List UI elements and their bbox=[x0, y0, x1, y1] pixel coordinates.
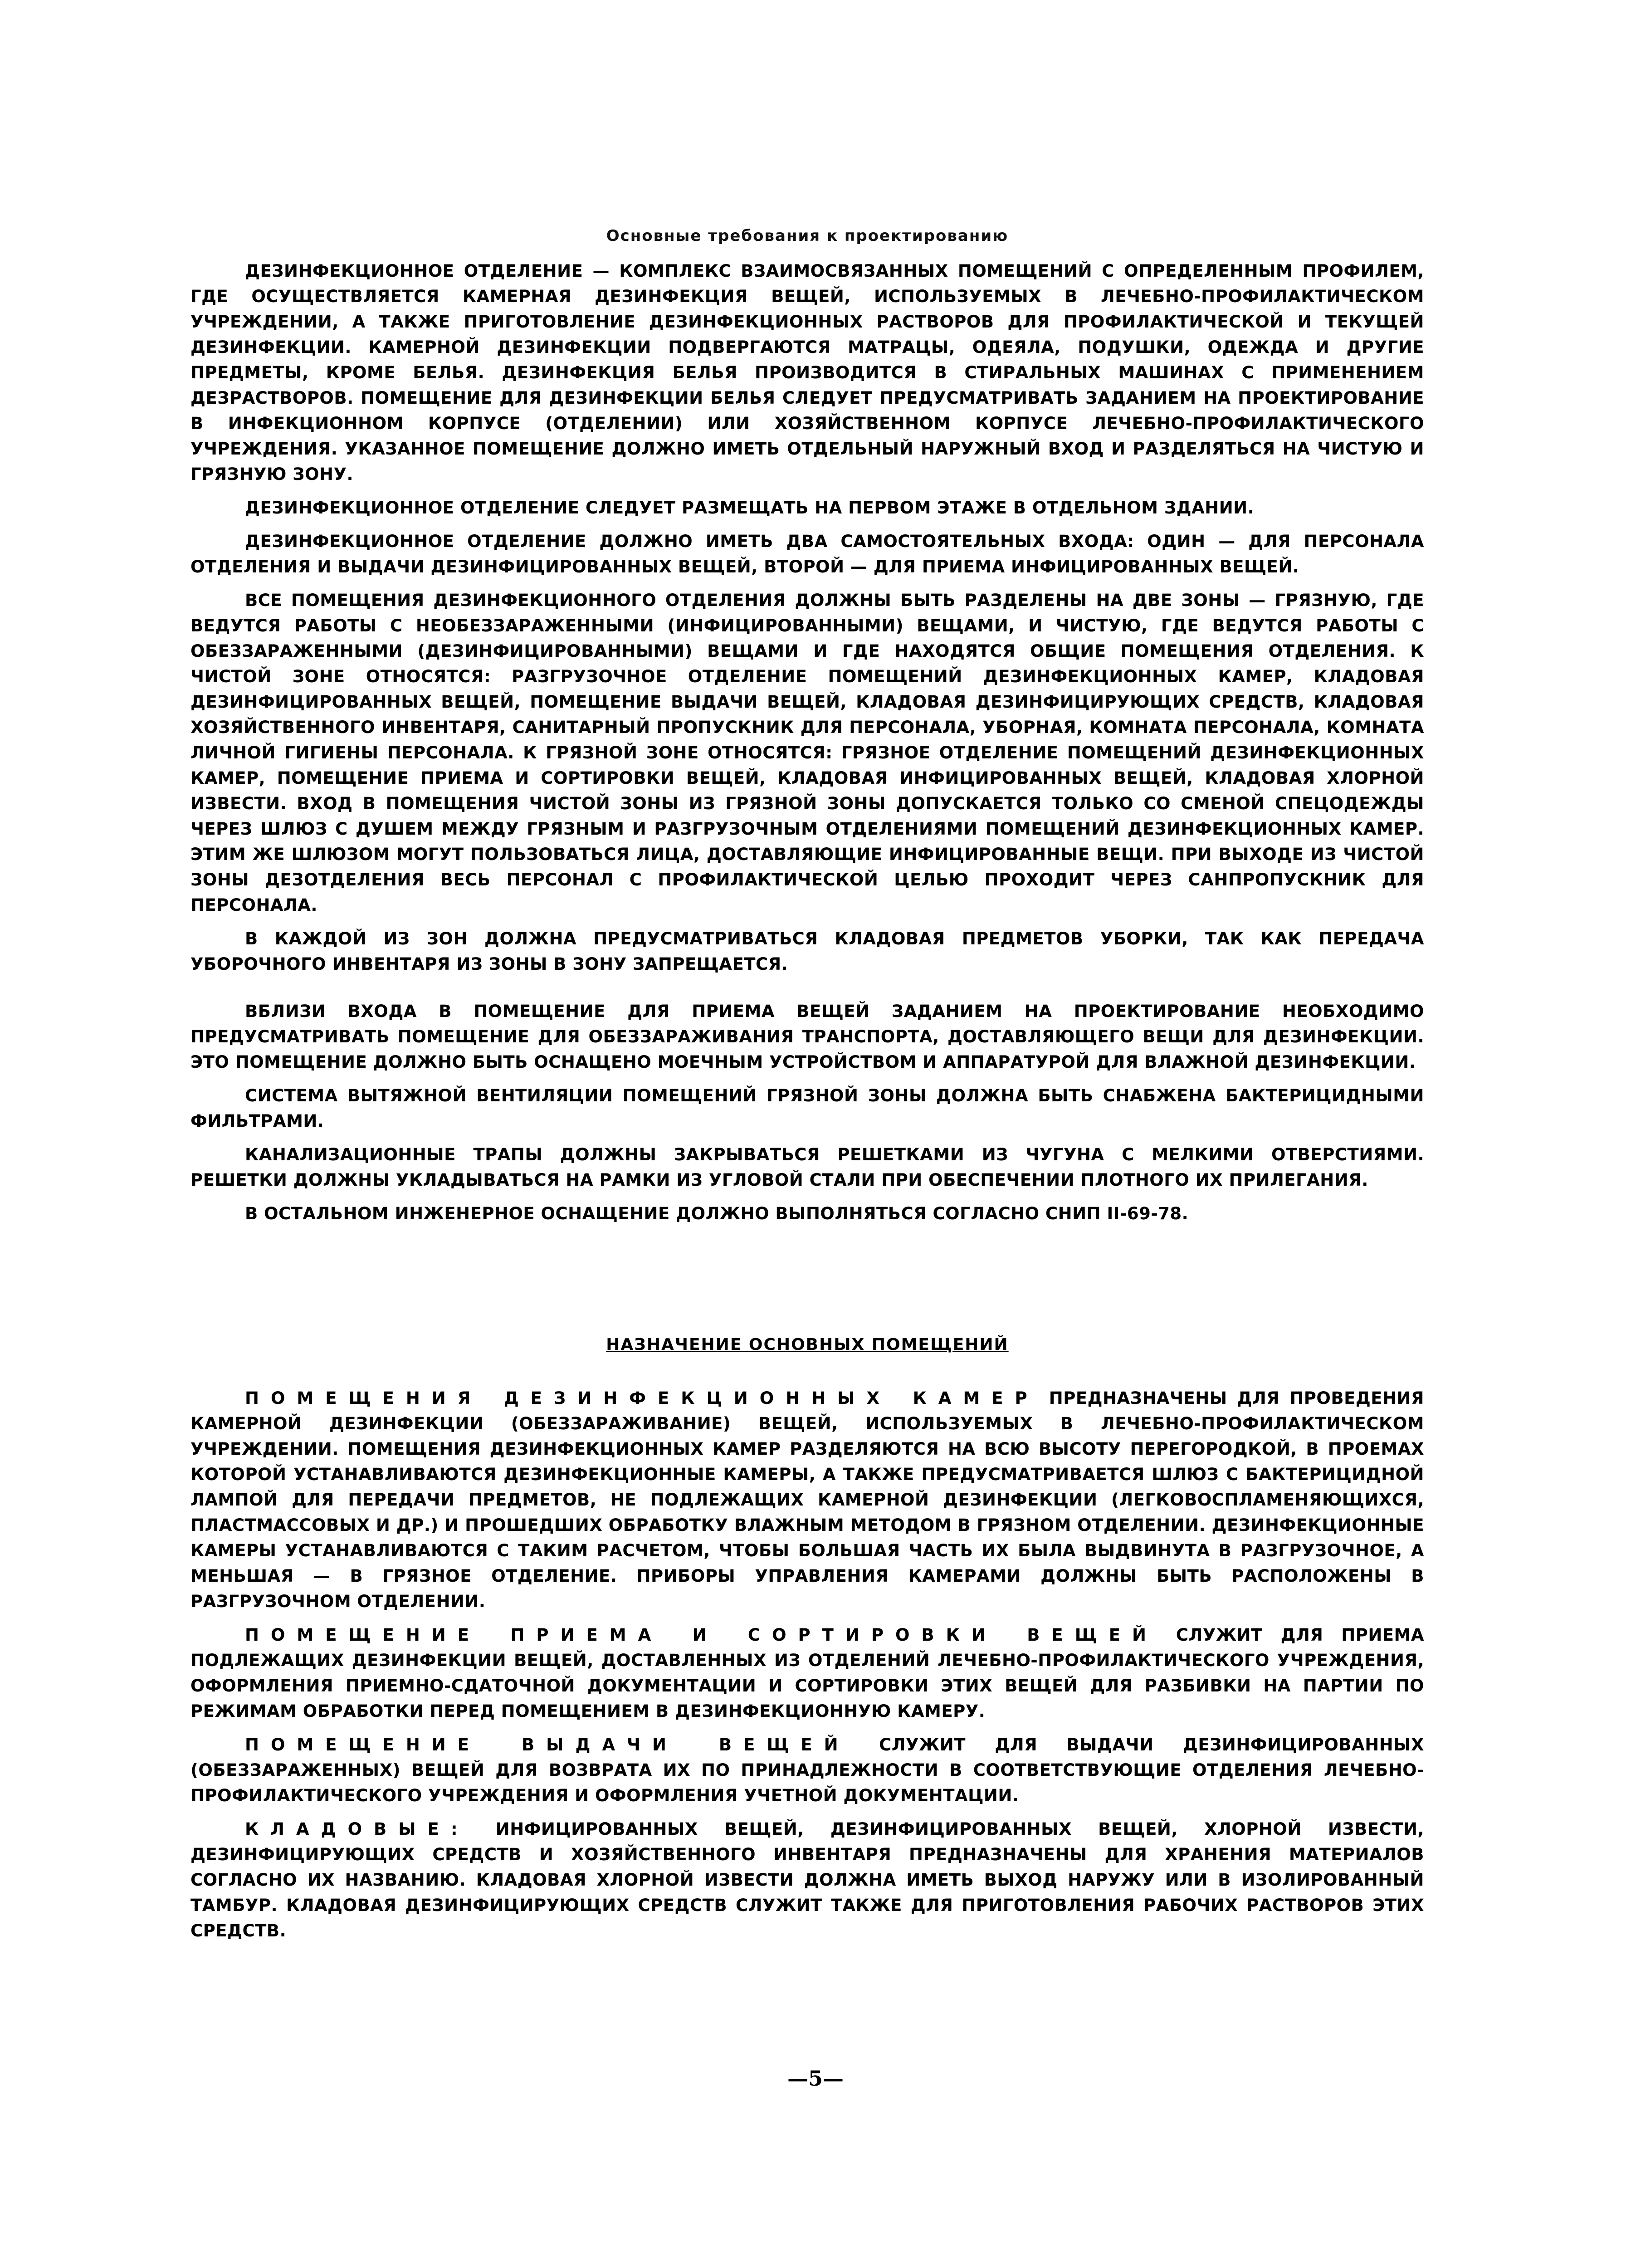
paragraph-engineering: В ОСТАЛЬНОМ ИНЖЕНЕРНОЕ ОСНАЩЕНИЕ ДОЛЖНО ВЫПОЛНЯТЬСЯ СОГЛАСНО СНИП II-69-78. bbox=[245, 1204, 1189, 1223]
item-term: КЛАДОВЫЕ: bbox=[245, 1819, 469, 1839]
item-text: ПРЕДНАЗНАЧЕНЫ ДЛЯ ПРОВЕДЕНИЯ КАМЕРНОЙ ДЕЗИНФЕКЦИИ (ОБЕЗЗАРАЖИВАНИЕ) ВЕЩЕЙ, ИСПОЛЬЗУЕМЫХ В ЛЕЧЕБНО-ПРОФИЛАКТИЧЕСКОМ УЧРЕЖДЕНИИ. ПОМЕЩЕНИЯ ДЕЗИНФЕКЦИОННЫХ КАМЕР РАЗДЕЛЯЮТСЯ НА ВСЮ ВЫСОТУ ПЕРЕГОРОДКОЙ, В ПРОЕМАХ КОТОРОЙ УСТАНАВЛИВАЮТСЯ ДЕЗИНФЕКЦИОННЫЕ КАМЕРЫ, А ТАКЖЕ ПРЕДУСМАТРИВАЕТСЯ ШЛЮЗ С БАКТЕРИЦИДНОЙ ЛАМПОЙ ДЛЯ ПЕРЕДАЧИ ПРЕДМЕТОВ, НЕ ПОДЛЕЖАЩИХ КАМЕРНОЙ ДЕЗИНФЕКЦИИ (ЛЕГКОВОСПЛАМЕНЯЮЩИХСЯ, ПЛАСТМАССОВЫХ И ДР.) И ПРОШЕДШИХ ОБРАБОТКУ ВЛАЖНЫМ МЕТОДОМ В ГРЯЗНОМ ОТДЕЛЕНИИ. ДЕЗИНФЕКЦИОННЫЕ КАМЕРЫ УСТАНАВЛИВАЮТСЯ С ТАКИМ РАСЧЕТОМ, ЧТОБЫ БОЛЬШАЯ ЧАСТЬ ИХ БЫЛА ВЫДВИНУТА В РАЗГРУЗОЧНОЕ, А МЕНЬШАЯ — В ГРЯЗНОЕ ОТДЕЛЕНИЕ. ПРИБОРЫ УПРАВЛЕНИЯ КАМЕРАМИ ДОЛЖНЫ БЫТЬ РАСПОЛОЖЕНЫ В РАЗГРУЗОЧНОМ ОТДЕЛЕНИИ. bbox=[190, 1388, 1425, 1611]
item-issuing-room bbox=[190, 1732, 1424, 1809]
paragraph-cleaning-storage: В КАЖДОЙ ИЗ ЗОН ДОЛЖНА ПРЕДУСМАТРИВАТЬСЯ КЛАДОВАЯ ПРЕДМЕТОВ УБОРКИ, ТАК КАК ПЕРЕДАЧА УБОРОЧНОГО ИНВЕНТАРЯ ИЗ ЗОНЫ В ЗОНУ ЗАПРЕЩАЕТСЯ. bbox=[190, 929, 1424, 974]
paragraph-drainage: КАНАЛИЗАЦИОННЫЕ ТРАПЫ ДОЛЖНЫ ЗАКРЫВАТЬСЯ РЕШЕТКАМИ ИЗ ЧУГУНА С МЕЛКИМИ ОТВЕРСТИЯМИ. РЕШЕТКИ ДОЛЖНЫ УКЛАДЫВАТЬСЯ НА РАМКИ ИЗ УГЛОВОЙ СТАЛИ ПРИ ОБЕСПЕЧЕНИИ ПЛОТНОГО ИХ ПРИЛЕГАНИЯ. bbox=[190, 1145, 1424, 1190]
item-reception-sorting bbox=[190, 1623, 1424, 1724]
item-term: ПОМЕЩЕНИЯ ДЕЗИНФЕКЦИОННЫХ КАМЕР bbox=[245, 1388, 1039, 1408]
item-disinfection-chambers bbox=[190, 1386, 1424, 1614]
item-storage-rooms bbox=[190, 1817, 1424, 1944]
paragraph-ventilation: СИСТЕМА ВЫТЯЖНОЙ ВЕНТИЛЯЦИИ ПОМЕЩЕНИЙ ГРЯЗНОЙ ЗОНЫ ДОЛЖНА БЫТЬ СНАБЖЕНА БАКТЕРИЦИДНЫМИ ФИЛЬТРАМИ. bbox=[190, 1086, 1424, 1131]
paragraph-placement: ДЕЗИНФЕКЦИОННОЕ ОТДЕЛЕНИЕ СЛЕДУЕТ РАЗМЕЩАТЬ НА ПЕРВОМ ЭТАЖЕ В ОТДЕЛЬНОМ ЗДАНИИ. bbox=[245, 498, 1255, 518]
item-text: ИНФИЦИРОВАННЫХ ВЕЩЕЙ, ДЕЗИНФИЦИРОВАННЫХ ВЕЩЕЙ, ХЛОРНОЙ ИЗВЕСТИ, ДЕЗИНФИЦИРУЮЩИХ СРЕДСТВ И ХОЗЯЙСТВЕННОГО ИНВЕНТАРЯ ПРЕДНАЗНАЧЕНЫ ДЛЯ ХРАНЕНИЯ МАТЕРИАЛОВ СОГЛАСНО ИХ НАЗВАНИЮ. КЛАДОВАЯ ХЛОРНОЙ ИЗВЕСТИ ДОЛЖНА ИМЕТЬ ВЫХОД НАРУЖУ ИЛИ В ИЗОЛИРОВАННЫЙ ТАМБУР. КЛАДОВАЯ ДЕЗИНФИЦИРУЮЩИХ СРЕДСТВ СЛУЖИТ ТАКЖЕ ДЛЯ ПРИГОТОВЛЕНИЯ РАБОЧИХ РАСТВОРОВ ЭТИХ СРЕДСТВ. bbox=[190, 1819, 1424, 1941]
section-title-design-requirements: Основные требования к проектированию bbox=[606, 227, 1009, 245]
spacer bbox=[190, 985, 1424, 999]
paragraph-entrances: ДЕЗИНФЕКЦИОННОЕ ОТДЕЛЕНИЕ ДОЛЖНО ИМЕТЬ ДВА САМОСТОЯТЕЛЬНЫХ ВХОДА: ОДИН — ДЛЯ ПЕРСОНАЛА ОТДЕЛЕНИЯ И ВЫДАЧИ ДЕЗИНФИЦИРОВАННЫХ ВЕЩЕЙ, ВТОРОЙ — ДЛЯ ПРИЕМА ИНФИЦИРОВАННЫХ ВЕЩЕЙ. bbox=[190, 532, 1424, 577]
item-term: ПОМЕЩЕНИЕ ПРИЕМА И СОРТИРОВКИ ВЕЩЕЙ bbox=[245, 1625, 1158, 1645]
section-title-room-purpose: НАЗНАЧЕНИЕ ОСНОВНЫХ ПОМЕЩЕНИЙ bbox=[606, 1335, 1009, 1354]
page-number: —5— bbox=[787, 2066, 844, 2091]
page-content bbox=[190, 227, 1424, 1952]
paragraph-definition: ДЕЗИНФЕКЦИОННОЕ ОТДЕЛЕНИЕ — КОМПЛЕКС ВЗАИМОСВЯЗАННЫХ ПОМЕЩЕНИЙ С ОПРЕДЕЛЕННЫМ ПРОФИЛЕМ, ГДЕ ОСУЩЕСТВЛЯЕТСЯ КАМЕРНАЯ ДЕЗИНФЕКЦИЯ ВЕЩЕЙ, ИСПОЛЬЗУЕМЫХ В ЛЕЧЕБНО-ПРОФИЛАКТИЧЕСКОМ УЧРЕЖДЕНИИ, А ТАКЖЕ ПРИГОТОВЛЕНИЕ ДЕЗИНФЕКЦИОННЫХ РАСТВОРОВ ДЛЯ ПРОФИЛАКТИЧЕСКОЙ И ТЕКУЩЕЙ ДЕЗИНФЕКЦИИ. КАМЕРНОЙ ДЕЗИНФЕКЦИИ ПОДВЕРГАЮТСЯ МАТРАЦЫ, ОДЕЯЛА, ПОДУШКИ, ОДЕЖДА И ДРУГИЕ ПРЕДМЕТЫ, КРОМЕ БЕЛЬЯ. ДЕЗИНФЕКЦИЯ БЕЛЬЯ ПРОИЗВОДИТСЯ В СТИРАЛЬНЫХ МАШИНАХ С ПРИМЕНЕНИЕМ ДЕЗРАСТВОРОВ. ПОМЕЩЕНИЕ ДЛЯ ДЕЗИНФЕКЦИИ БЕЛЬЯ СЛЕДУЕТ ПРЕДУСМАТРИВАТЬ ЗАДАНИЕМ НА ПРОЕКТИРОВАНИЕ В ИНФЕКЦИОННОМ КОРПУСЕ (ОТДЕЛЕНИИ) ИЛИ ХОЗЯЙСТВЕННОМ КОРПУСЕ ЛЕЧЕБНО-ПРОФИЛАКТИЧЕСКОГО УЧРЕЖДЕНИЯ. УКАЗАННОЕ ПОМЕЩЕНИЕ ДОЛЖНО ИМЕТЬ ОТДЕЛЬНЫЙ НАРУЖНЫЙ ВХОД И РАЗДЕЛЯТЬСЯ НА ЧИСТУЮ И ГРЯЗНУЮ ЗОНУ. bbox=[190, 261, 1424, 484]
item-text: СЛУЖИТ ДЛЯ ВЫДАЧИ ДЕЗИНФИЦИРОВАННЫХ (ОБЕЗЗАРАЖЕННЫХ) ВЕЩЕЙ ДЛЯ ВОЗВРАТА ИХ ПО ПРИНАДЛЕЖНОСТИ В СООТВЕТСТВУЮЩИЕ ОТДЕЛЕНИЯ ЛЕЧЕБНО-ПРОФИЛАКТИЧЕСКОГО УЧРЕЖДЕНИЯ И ОФОРМЛЕНИЯ УЧЕТНОЙ ДОКУМЕНТАЦИИ. bbox=[190, 1735, 1424, 1805]
paragraph-transport-room: ВБЛИЗИ ВХОДА В ПОМЕЩЕНИЕ ДЛЯ ПРИЕМА ВЕЩЕЙ ЗАДАНИЕМ НА ПРОЕКТИРОВАНИЕ НЕОБХОДИМО ПРЕДУСМАТРИВАТЬ ПОМЕЩЕНИЕ ДЛЯ ОБЕЗЗАРАЖИВАНИЯ ТРАНСПОРТА, ДОСТАВЛЯЮЩЕГО ВЕЩИ ДЛЯ ДЕЗИНФЕКЦИИ. ЭТО ПОМЕЩЕНИЕ ДОЛЖНО БЫТЬ ОСНАЩЕНО МОЕЧНЫМ УСТРОЙСТВОМ И АППАРАТУРОЙ ДЛЯ ВЛАЖНОЙ ДЕЗИНФЕКЦИИ. bbox=[190, 1002, 1424, 1072]
item-term: ПОМЕЩЕНИЕ ВЫДАЧИ ВЕЩЕЙ bbox=[245, 1735, 850, 1755]
item-text: СЛУЖИТ ДЛЯ ПРИЕМА ПОДЛЕЖАЩИХ ДЕЗИНФЕКЦИИ ВЕЩЕЙ, ДОСТАВЛЕННЫХ ИЗ ОТДЕЛЕНИЙ ЛЕЧЕБНО-ПРОФИЛАКТИЧЕСКОГО УЧРЕЖДЕНИЯ, ОФОРМЛЕНИЯ ПРИЕМНО-СДАТОЧНОЙ ДОКУМЕНТАЦИИ И СОРТИРОВКИ ЭТИХ ВЕЩЕЙ ДЛЯ РАЗБИВКИ НА ПАРТИИ ПО РЕЖИМАМ ОБРАБОТКИ ПЕРЕД ПОМЕЩЕНИЕМ В ДЕЗИНФЕКЦИОННУЮ КАМЕРУ. bbox=[190, 1625, 1425, 1721]
paragraph-zones: ВСЕ ПОМЕЩЕНИЯ ДЕЗИНФЕКЦИОННОГО ОТДЕЛЕНИЯ ДОЛЖНЫ БЫТЬ РАЗДЕЛЕНЫ НА ДВЕ ЗОНЫ — ГРЯЗНУЮ, ГДЕ ВЕДУТСЯ РАБОТЫ С НЕОБЕЗЗАРАЖЕННЫМИ (ИНФИЦИРОВАННЫМИ) ВЕЩАМИ, И ЧИСТУЮ, ГДЕ ВЕДУТСЯ РАБОТЫ С ОБЕЗЗАРАЖЕННЫМИ (ДЕЗИНФИЦИРОВАННЫМИ) ВЕЩАМИ И ГДЕ НАХОДЯТСЯ ОБЩИЕ ПОМЕЩЕНИЯ ОТДЕЛЕНИЯ. К ЧИСТОЙ ЗОНЕ ОТНОСЯТСЯ: РАЗГРУЗОЧНОЕ ОТДЕЛЕНИЕ ПОМЕЩЕНИЙ ДЕЗИНФЕКЦИОННЫХ КАМЕР, КЛАДОВАЯ ДЕЗИНФИЦИРОВАННЫХ ВЕЩЕЙ, ПОМЕЩЕНИЕ ВЫДАЧИ ВЕЩЕЙ, КЛАДОВАЯ ДЕЗИНФИЦИРУЮЩИХ СРЕДСТВ, КЛАДОВАЯ ХОЗЯЙСТВЕННОГО ИНВЕНТАРЯ, САНИТАРНЫЙ ПРОПУСКНИК ДЛЯ ПЕРСОНАЛА, УБОРНАЯ, КОМНАТА ПЕРСОНАЛА, КОМНАТА ЛИЧНОЙ ГИГИЕНЫ ПЕРСОНАЛА. К ГРЯЗНОЙ ЗОНЕ ОТНОСЯТСЯ: ГРЯЗНОЕ ОТДЕЛЕНИЕ ПОМЕЩЕНИЙ ДЕЗИНФЕКЦИОННЫХ КАМЕР, ПОМЕЩЕНИЕ ПРИЕМА И СОРТИРОВКИ ВЕЩЕЙ, КЛАДОВАЯ ИНФИЦИРОВАННЫХ ВЕЩЕЙ, КЛАДОВАЯ ХЛОРНОЙ ИЗВЕСТИ. ВХОД В ПОМЕЩЕНИЯ ЧИСТОЙ ЗОНЫ ИЗ ГРЯЗНОЙ ЗОНЫ ДОПУСКАЕТСЯ ТОЛЬКО СО СМЕНОЙ СПЕЦОДЕЖДЫ ЧЕРЕЗ ШЛЮЗ С ДУШЕМ МЕЖДУ ГРЯЗНЫМ И РАЗГРУЗОЧНЫМ ОТДЕЛЕНИЯМИ ПОМЕЩЕНИЙ ДЕЗИНФЕКЦИОННЫХ КАМЕР. ЭТИМ ЖЕ ШЛЮЗОМ МОГУТ ПОЛЬЗОВАТЬСЯ ЛИЦА, ДОСТАВЛЯЮЩИЕ ИНФИЦИРОВАННЫЕ ВЕЩИ. ПРИ ВЫХОДЕ ИЗ ЧИСТОЙ ЗОНЫ ДЕЗОТДЕЛЕНИЯ ВЕСЬ ПЕРСОНАЛ С ПРОФИЛАКТИЧЕСКОЙ ЦЕЛЬЮ ПРОХОДИТ ЧЕРЕЗ САНПРОПУСКНИК ДЛЯ ПЕРСОНАЛА. bbox=[190, 591, 1424, 915]
